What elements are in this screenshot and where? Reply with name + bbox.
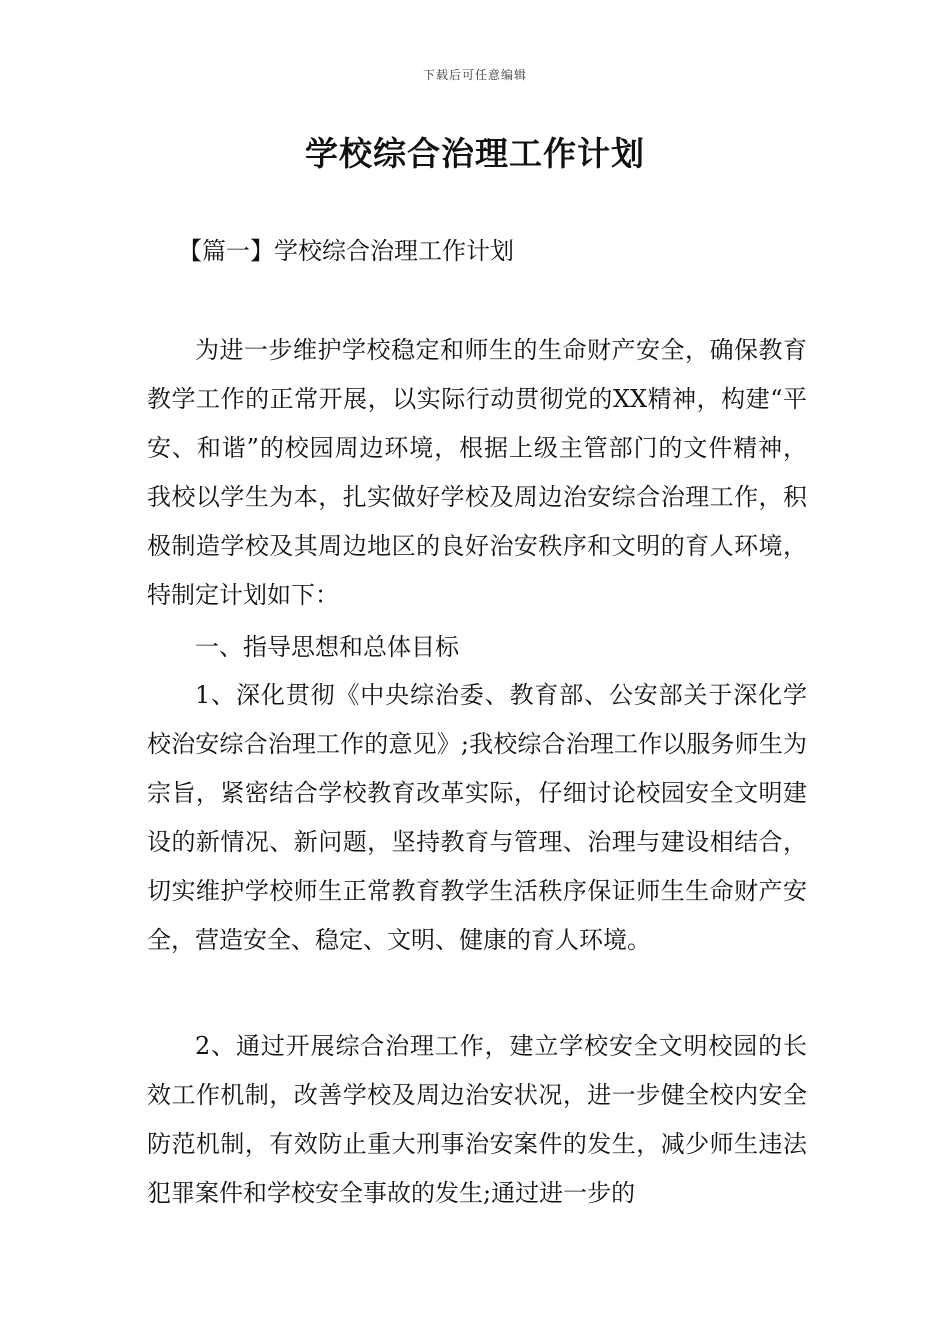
document-title: 学校综合治理工作计划 <box>305 134 645 173</box>
paragraph-item-2: 2、通过开展综合治理工作，建立学校安全文明校园的长效工作机制，改善学校及周边治安状况，进一步健全校内安全防范机制，有效防止重大刑事治安案件的发生，减少师生违法犯罪案件和学校安全事故的发生;通过进一步的 <box>147 1032 807 1207</box>
section-heading: 【篇一】学校综合治理工作计划 <box>178 237 514 265</box>
paragraph-intro: 为进一步维护学校稳定和师生的生命财产安全，确保教育教学工作的正常开展，以实际行动贯彻党的XX精神，构建“平安、和谐”的校园周边环境，根据上级主管部门的文件精神，我校以学生为本，扎实做好学校及周边治安综合治理工作，积极制造学校及其周边地区的良好治安秩序和文明的育人环境，特制定计划如下： <box>147 336 807 609</box>
header-note: 下载后可任意编辑 <box>422 68 527 82</box>
paragraph-guiding-heading: 一、指导思想和总体目标 <box>195 633 459 661</box>
paragraph-item-1: 1、深化贯彻《中央综治委、教育部、公安部关于深化学校治安综合治理工作的意见》;我校综合治理工作以服务师生为宗旨，紧密结合学校教育改革实际，仔细讨论校园安全文明建设的新情况、新问题，坚持教育与管理、治理与建设相结合，切实维护学校师生正常教育教学生活秩序保证师生生命财产安全，营造安全、稳定、文明、健康的育人环境。 <box>147 681 807 954</box>
